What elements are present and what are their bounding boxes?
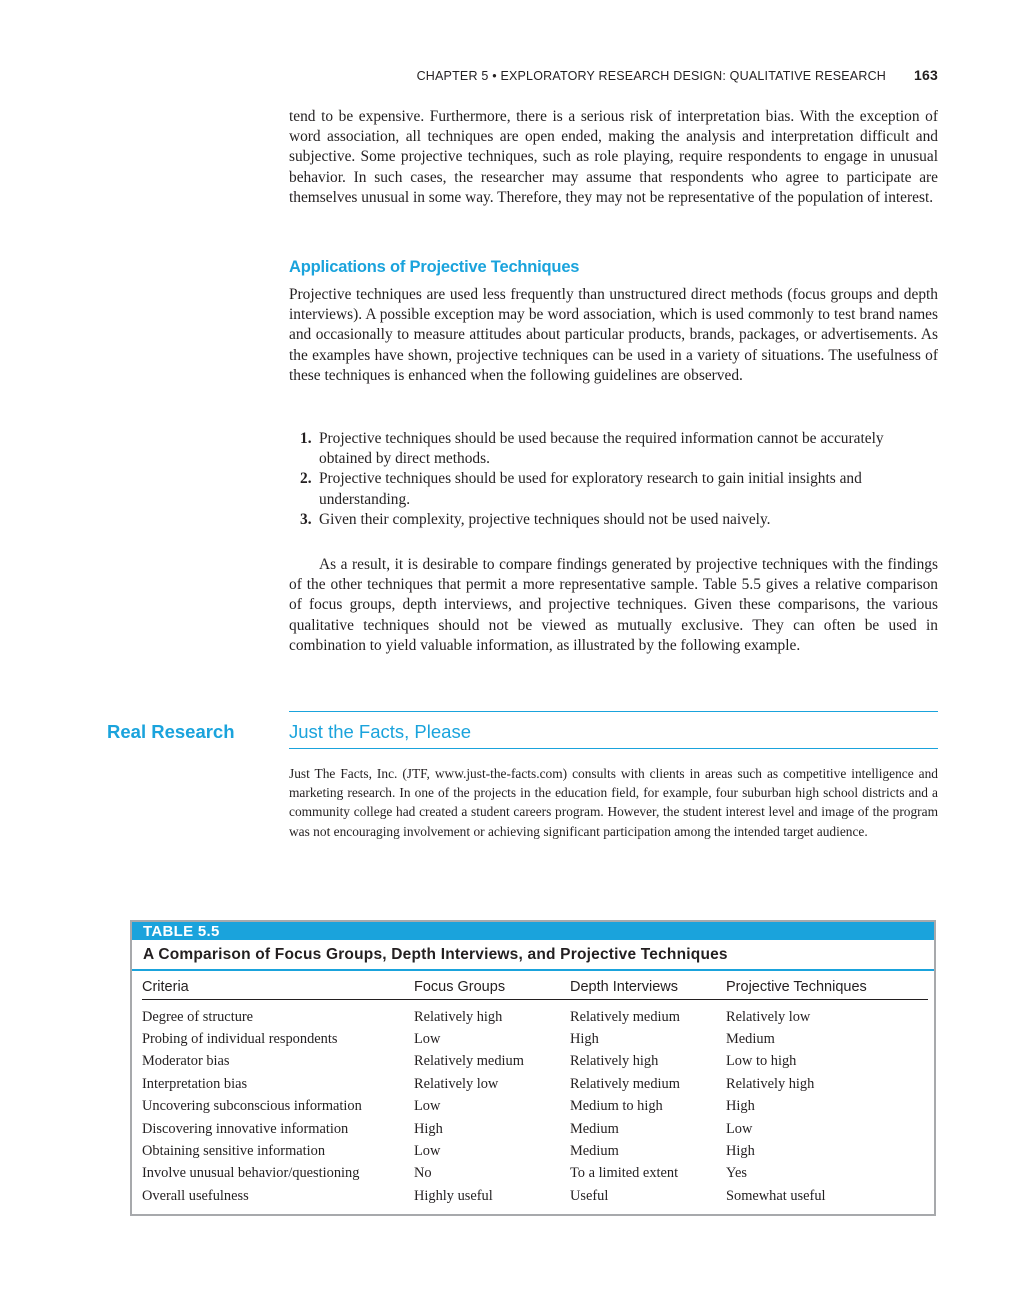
- cell-focus-groups: Low: [414, 1031, 441, 1048]
- header-depth-interviews: Depth Interviews: [570, 974, 726, 1000]
- cell-focus-groups: Low: [414, 1143, 441, 1160]
- real-research-top-rule: [289, 711, 938, 712]
- cell-projective-techniques: High: [726, 1098, 755, 1115]
- cell-criteria: Obtaining sensitive information: [142, 1143, 326, 1160]
- cell-depth-interviews: Relatively high: [570, 1053, 659, 1070]
- cell-projective-techniques: Somewhat useful: [726, 1187, 826, 1204]
- table-label: TABLE 5.5: [143, 923, 220, 940]
- table-row: [142, 1051, 928, 1073]
- real-research-title: Just the Facts, Please: [289, 721, 472, 742]
- table-body: [142, 1000, 928, 1208]
- result-paragraph-text: As a result, it is desirable to compare findings generated by projective techniques with the findings of the other techniques that permit a more representative sample. Table 5.5 gives a relative comparison of focus groups, depth interviews, and projective techniques. Given these comparisons, the various qualitative techniques should not be viewed as mutually exclusive. They can often be used in combination to yield valuable information, as illustrated by the following example.: [289, 556, 938, 654]
- table-caption: A Comparison of Focus Groups, Depth Interviews, and Projective Techniques: [143, 946, 728, 963]
- guideline-item: [300, 469, 938, 509]
- table-row: [142, 1000, 928, 1029]
- cell-depth-interviews: High: [570, 1031, 599, 1048]
- table-header-row: [142, 974, 928, 1000]
- cell-projective-techniques: Relatively high: [726, 1075, 815, 1092]
- table-row: [142, 1140, 928, 1162]
- cell-projective-techniques: Relatively low: [726, 1008, 811, 1025]
- cell-depth-interviews: Relatively medium: [570, 1008, 680, 1025]
- cell-criteria: Probing of individual respondents: [142, 1031, 338, 1048]
- cell-criteria: Moderator bias: [142, 1053, 230, 1070]
- cell-depth-interviews: Medium: [570, 1120, 619, 1137]
- cell-focus-groups: Relatively high: [414, 1008, 503, 1025]
- cell-projective-techniques: Medium: [726, 1031, 775, 1048]
- cell-depth-interviews: Relatively medium: [570, 1075, 680, 1092]
- page-number: 163: [914, 67, 938, 83]
- table-caption-rule: [132, 969, 934, 971]
- real-research-paragraph: [289, 764, 938, 841]
- comparison-table: [142, 974, 928, 1208]
- guideline-item: [300, 510, 938, 530]
- guideline-number: 2.: [300, 470, 312, 488]
- guidelines-list: [300, 429, 938, 530]
- cell-focus-groups: Relatively low: [414, 1075, 499, 1092]
- section-paragraph-text: Projective techniques are used less frequently than unstructured direct methods (focus groups and depth interviews). A possible exception may be word association, which is used commonly to test brand names and occasionally to measure attitudes about particular products, brands, packages, or advertisements. As the examples have shown, projective techniques can be used in a variety of situations. The usefulness of these techniques is enhanced when the following guidelines are observed.: [289, 286, 938, 384]
- running-head: [300, 67, 938, 83]
- cell-focus-groups: Low: [414, 1098, 441, 1115]
- cell-depth-interviews: Useful: [570, 1187, 609, 1204]
- intro-paragraph: [289, 107, 938, 208]
- intro-text: tend to be expensive. Furthermore, there is a serious risk of interpretation bias. With the exception of word association, all techniques are open ended, making the analysis and interpretation difficult and subjective. Some projective techniques, such as role playing, require respondents to engage in unusual behavior. In such cases, the researcher may assume that respondents who agree to participate are themselves unusual in some way. Therefore, they may not be representative of the population of interest.: [289, 108, 938, 206]
- section-heading: Applications of Projective Techniques: [289, 258, 580, 276]
- real-research-bottom-rule: [289, 748, 938, 749]
- guideline-text: Given their complexity, projective techniques should not be used naively.: [319, 510, 771, 528]
- header-focus-groups: Focus Groups: [414, 974, 570, 1000]
- cell-depth-interviews: Medium to high: [570, 1098, 663, 1115]
- comparison-table-box: [130, 920, 936, 1216]
- real-research-text: Just The Facts, Inc. (JTF, www.just-the-facts.com) consults with clients in areas such as competitive intelligence and marketing research. In one of the projects in the education field, for example, four suburban high school districts and a community college had created a student careers program. However, the student interest level and image of the program was not encouraging involvement or achieving significant participation among the intended target audience.: [289, 766, 938, 839]
- guideline-number: 3.: [300, 510, 312, 528]
- header-criteria: Criteria: [142, 974, 414, 1000]
- table-row: [142, 1185, 928, 1207]
- guideline-item: [300, 429, 938, 469]
- cell-projective-techniques: Low: [726, 1120, 753, 1137]
- cell-criteria: Uncovering subconscious information: [142, 1098, 362, 1115]
- cell-criteria: Degree of structure: [142, 1008, 254, 1025]
- table-row: [142, 1118, 928, 1140]
- cell-focus-groups: Relatively medium: [414, 1053, 524, 1070]
- table-row: [142, 1073, 928, 1095]
- table-label-band: [132, 922, 934, 940]
- guideline-text: Projective techniques should be used for exploratory research to gain initial insights and understanding.: [319, 470, 862, 508]
- cell-focus-groups: High: [414, 1120, 443, 1137]
- cell-criteria: Overall usefulness: [142, 1187, 249, 1204]
- cell-criteria: Interpretation bias: [142, 1075, 248, 1092]
- guideline-number: 1.: [300, 430, 312, 447]
- guideline-text: Projective techniques should be used because the required information cannot be accurately obtained by direct methods.: [319, 430, 884, 468]
- header-projective-techniques: Projective Techniques: [726, 974, 928, 1000]
- cell-projective-techniques: Yes: [726, 1165, 747, 1182]
- result-paragraph: [289, 555, 938, 656]
- chapter-title: CHAPTER 5 • EXPLORATORY RESEARCH DESIGN: QUALITATIVE RESEARCH: [416, 69, 887, 83]
- cell-criteria: Involve unusual behavior/questioning: [142, 1165, 360, 1182]
- cell-criteria: Discovering innovative information: [142, 1120, 349, 1137]
- table-row: [142, 1096, 928, 1118]
- real-research-label: Real Research: [107, 721, 235, 742]
- cell-focus-groups: No: [414, 1165, 432, 1182]
- cell-depth-interviews: To a limited extent: [570, 1165, 679, 1182]
- cell-projective-techniques: Low to high: [726, 1053, 797, 1070]
- cell-focus-groups: Highly useful: [414, 1187, 493, 1204]
- section-paragraph: [289, 285, 938, 386]
- table-row: [142, 1163, 928, 1185]
- cell-projective-techniques: High: [726, 1143, 755, 1160]
- cell-depth-interviews: Medium: [570, 1143, 619, 1160]
- table-row: [142, 1028, 928, 1050]
